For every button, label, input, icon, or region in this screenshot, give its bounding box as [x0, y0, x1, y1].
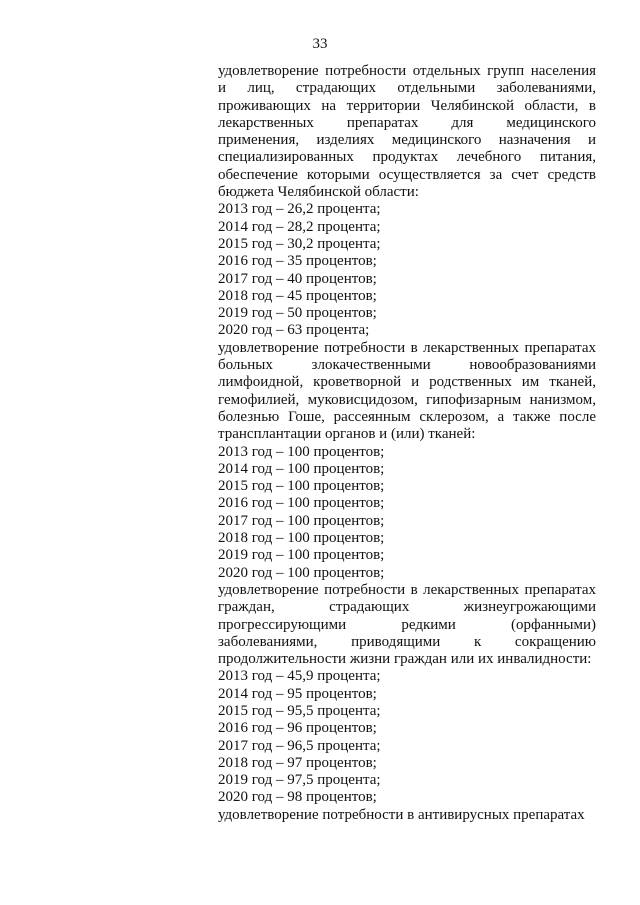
year-value-line: 2013 год – 100 процентов;: [218, 443, 385, 460]
paragraph-line: лекарственных препаратах для медицинского: [218, 114, 596, 131]
year-value-line: 2015 год – 30,2 процента;: [218, 235, 381, 252]
paragraph: [218, 63, 596, 201]
paragraph-line: бюджета Челябинской области:: [218, 184, 419, 201]
year-value-line: 2017 год – 40 процентов;: [218, 270, 377, 287]
year-value-line: 2017 год – 100 процентов;: [218, 512, 385, 529]
year-value-line: 2019 год – 50 процентов;: [218, 305, 377, 322]
document-body: [218, 63, 596, 824]
year-value-line: 2016 год – 100 процентов;: [218, 495, 385, 512]
paragraph-line: удовлетворение потребности в лекарственных препаратах: [218, 339, 596, 356]
paragraph-line: трансплантации органов и (или) тканей:: [218, 426, 476, 443]
paragraph: [218, 807, 596, 824]
paragraph-line: больных злокачественными новообразованиями: [218, 357, 596, 374]
year-value-line: 2013 год – 26,2 процента;: [218, 201, 381, 218]
paragraph: [218, 340, 596, 444]
year-value-line: 2019 год – 97,5 процента;: [218, 772, 381, 789]
page-number: 33: [312, 36, 328, 52]
year-value-line: 2014 год – 100 процентов;: [218, 460, 385, 477]
paragraph-line: граждан, страдающих жизнеугрожающими: [218, 599, 596, 616]
paragraph-line: прогрессирующими редкими (орфанными): [218, 616, 596, 633]
year-value-line: 2014 год – 95 процентов;: [218, 685, 377, 702]
paragraph-line: удовлетворение потребности отдельных групп населения: [218, 63, 596, 79]
year-value-line: 2013 год – 45,9 процента;: [218, 668, 381, 685]
paragraph-line: гемофилией, муковисцидозом, гипофизарным нанизмом,: [218, 391, 596, 408]
year-value-line: 2020 год – 98 процентов;: [218, 789, 377, 806]
year-value-line: 2018 год – 97 процентов;: [218, 754, 377, 771]
year-value-line: 2020 год – 100 процентов;: [218, 564, 385, 581]
paragraph-line: обеспечение которыми осуществляется за счет средств: [218, 166, 596, 183]
paragraph-line: удовлетворение потребности в антивирусных препаратах: [218, 806, 585, 823]
year-value-line: 2015 год – 95,5 процента;: [218, 702, 381, 719]
paragraph-line: и лиц, страдающих отдельными заболеваниями,: [218, 80, 596, 97]
year-value-line: 2018 год – 100 процентов;: [218, 530, 385, 547]
year-value-line: 2014 год – 28,2 процента;: [218, 218, 381, 235]
paragraph-line: применения, изделиях медицинского назначения и: [218, 132, 596, 149]
year-value-line: 2015 год – 100 процентов;: [218, 478, 385, 495]
paragraph-line: болезнью Гоше, рассеянным склерозом, а также после: [218, 408, 596, 425]
year-value-line: 2016 год – 35 процентов;: [218, 253, 377, 270]
paragraph-line: продолжительности жизни граждан или их инвалидности:: [218, 651, 592, 668]
year-value-line: 2016 год – 96 процентов;: [218, 720, 377, 737]
paragraph-line: лимфоидной, кроветворной и родственных им тканей,: [218, 374, 596, 391]
paragraph-line: заболеваниями, приводящими к сокращению: [218, 633, 596, 650]
year-value-line: 2020 год – 63 процента;: [218, 322, 370, 339]
year-value-line: 2018 год – 45 процентов;: [218, 287, 377, 304]
paragraph: [218, 582, 596, 668]
paragraph-line: удовлетворение потребности в лекарственных препаратах: [218, 581, 596, 598]
paragraph-line: проживающих на территории Челябинской области, в: [218, 97, 596, 114]
paragraph-line: специализированных продуктах лечебного питания,: [218, 149, 596, 166]
year-value-line: 2017 год – 96,5 процента;: [218, 737, 381, 754]
year-value-line: 2019 год – 100 процентов;: [218, 547, 385, 564]
